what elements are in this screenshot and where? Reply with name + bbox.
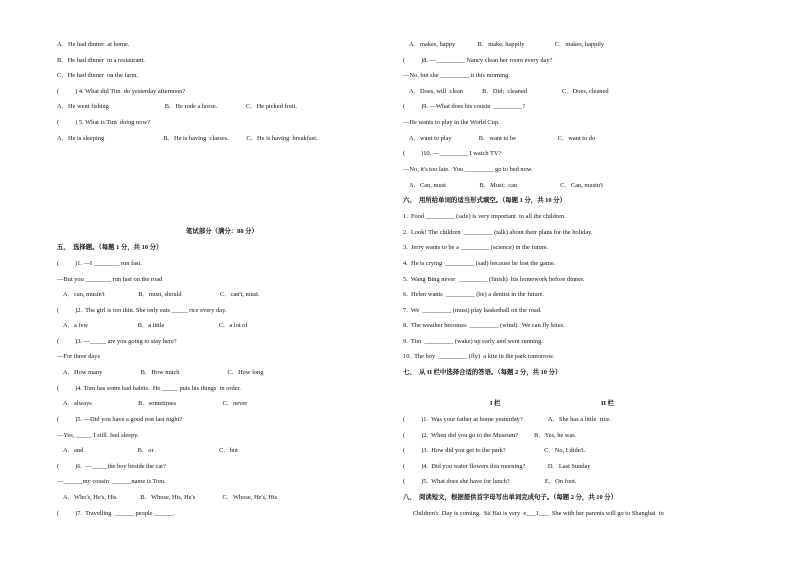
- fill-in-line: 8. The weather becomes _________ (wind). We can fly kites.: [403, 322, 565, 329]
- option-line: A．makes, happy B．make, happily C．makes, happily: [403, 41, 605, 48]
- option-line: A．and B．or C．but: [57, 447, 238, 454]
- question-line: —Yes, _____ I still feel sleepy.: [57, 432, 139, 439]
- section-8-title: 八、 阅读短文，根据提供首字母写出单词完成句子。（每题 2 分，共 10 分）: [403, 494, 618, 501]
- matching-line: ( )5. What does she have for lunch? E．On foot.: [403, 478, 577, 485]
- question-line: ( )1. —I ________ run fast.: [57, 260, 142, 267]
- section-6-title: 六、 用所给单词的适当形式填空。（每题 1 分，共 10 分）: [403, 197, 566, 204]
- question-line: ( )10. —_________ I watch TV?: [403, 150, 502, 157]
- option-line: A．always B．sometimes C．never: [57, 400, 248, 407]
- option-line: A．a few B．a little C．a lot of: [57, 322, 248, 329]
- matching-line: ( )4. Did you water flowers this morning? D．Last Sunday: [403, 463, 591, 470]
- option-line: A．can, mustn't B．must, should C．can't, must.: [57, 291, 260, 298]
- option-line: A．He went fishing B．He rode a horse. C．He picked fruit.: [57, 103, 297, 110]
- reading-passage-line: Children's Day is coming. Su Hai is very e___1___ She with her parents will go to Shanghai to: [403, 510, 664, 517]
- question-line: —No, it's too late. You _________ go to bed now.: [403, 166, 533, 173]
- question-line: ( ) 5. What is Tim doing now?: [57, 119, 150, 126]
- fill-in-line: 4. He is crying _________ (sad) because he lost the game.: [403, 260, 556, 267]
- fill-in-line: 10. The boy _________ (fly) a kite in the park tomorrow.: [403, 353, 555, 360]
- question-line: —______my cousin ______name is Tom.: [57, 478, 166, 485]
- matching-line: ( )1. Was your father at home yesterday? A．She has a little rice.: [403, 416, 611, 423]
- section-5-title: 五、 选择题。（每题 1 分，共 10 分）: [57, 244, 163, 251]
- question-line: —For three days: [57, 353, 100, 360]
- question-line: ( )7. Travelling ______ people ______.: [57, 510, 175, 517]
- question-line: ( )9. —What does his cousin _________?: [403, 103, 526, 110]
- matching-line: ( )3. How did you get to the park? C．No, I didn't.: [403, 447, 586, 454]
- question-line: —No, but she _________ it this morning.: [403, 72, 510, 79]
- matching-line: ( )2. When did you go to the Museum? B．Yes, he was.: [403, 432, 577, 439]
- question-line: —He wants to play in the World Cup.: [403, 119, 500, 126]
- fill-in-line: 1. Food _________ (safe) is very important to all the children.: [403, 213, 566, 220]
- question-line: —But you ________ run fast on the road: [57, 276, 163, 283]
- option-line: A．Does, will clean B．Did; cleaned C．Does, cleaned: [403, 88, 609, 95]
- question-line: ( )5. —Did you have a good rest last night?: [57, 416, 183, 423]
- fill-in-line: 3. Jerry wants to be a _________ (science) in the future.: [403, 244, 549, 251]
- column-1-header: I 栏: [490, 400, 501, 407]
- option-line: A．Who's, He's, His B．Whose, His, He's C．Whose, He's, His: [57, 494, 278, 501]
- fill-in-line: 7. We _________ (must) play basketball on the road.: [403, 307, 542, 314]
- option-line: A．want to play B．want to be C．want to do: [403, 135, 596, 142]
- fill-in-line: 6. Helen wants _________ (be) a dentist in the future.: [403, 291, 545, 298]
- question-line: ( )6. —_____the boy beside the car?: [57, 463, 167, 470]
- question-line: ( ) 4. What did Tim do yesterday afternoon?: [57, 88, 186, 95]
- fill-in-line: 5. Wang Bing never _________ (finish) his homework before dinner.: [403, 276, 585, 283]
- option-line: B．He had dinner in a restaurant.: [57, 57, 145, 64]
- option-line: C．He had dinner on the farm.: [57, 72, 139, 79]
- question-line: ( )2. The girl is too thin. She only eats _____ rice every day.: [57, 307, 227, 314]
- fill-in-line: 9. Tim _________ (wake) up early and went running.: [403, 338, 543, 345]
- question-line: ( )8. —_________ Nancy clean her room every day?: [403, 57, 553, 64]
- written-part-title: 笔试部分（满分：80 分）: [186, 228, 258, 235]
- column-2-header: II 栏: [601, 400, 614, 407]
- question-line: ( )3. —_____ are you going to stay here?: [57, 338, 177, 345]
- option-line: A．Can, must B．Must; can C．Can, mustn't: [403, 182, 603, 189]
- option-line: A．How many B．How much C．How long: [57, 369, 264, 376]
- section-7-title: 七、 从 II 栏中选择合适的答语。（每题 2 分，共 10 分）: [403, 369, 562, 376]
- fill-in-line: 2. Look! The children _________ (talk) about their plans for the holiday.: [403, 229, 593, 236]
- option-line: A．He had dinner at home.: [57, 41, 130, 48]
- question-line: ( )4. Tom has some bad habits. He _____ puts his things in order.: [57, 385, 241, 392]
- option-line: A．He is sleeping B．He is having classes. C．He is having breakfast.: [57, 135, 318, 142]
